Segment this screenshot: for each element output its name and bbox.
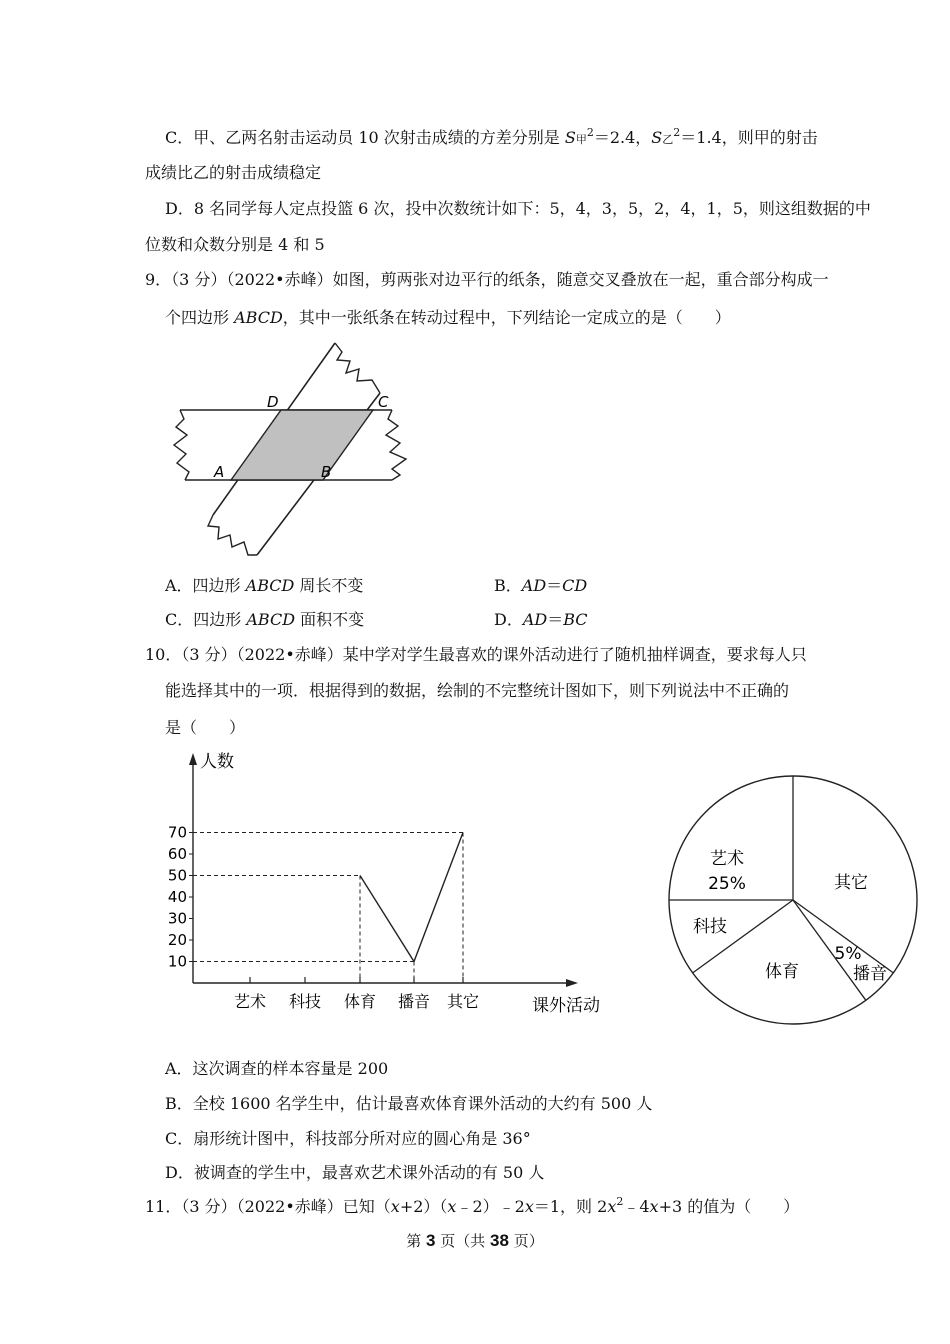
y-tick-label: 30 <box>167 909 187 928</box>
q10-option-b: B．全校 1600 名学生中，估计最喜欢体育课外活动的大约有 500 人 <box>165 1094 653 1113</box>
x-tick-label: 其它 <box>446 992 480 1011</box>
q11-stem: 11．（3 分）（2022•赤峰）已知（x+2）（x﹣2）﹣2x＝1，则 $2x^2﹣4x+3$ 的值为（ ） <box>145 1195 800 1216</box>
shaded-quadrilateral <box>231 410 373 480</box>
pie-chart <box>665 772 925 1032</box>
label-a: A <box>214 463 225 481</box>
q10-option-c: C．扇形统计图中，科技部分所对应的圆心角是 36° <box>165 1129 531 1148</box>
pie-slice-label: 其它 <box>834 873 868 893</box>
page-footer: 第 3 页（共 38 页） <box>406 1231 544 1250</box>
x-axis-arrow <box>566 979 578 987</box>
q10-stem-line2: 能选择其中的一项．根据得到的数据，绘制的不完整统计图如下，则下列说法中不正确的 <box>165 681 790 700</box>
y-tick-label: 10 <box>167 952 187 971</box>
x-axis-label: 课外活动 <box>532 996 600 1016</box>
q10-stem-line1: 10．（3 分）（2022•赤峰）某中学对学生最喜欢的课外活动进行了随机抽样调查，要求每人只 <box>145 645 807 664</box>
q8-option-d-line1: D．8 名同学每人定点投篮 6 次，投中次数统计如下：5，4，3，5，2，4，1，5，则这组数据的中 <box>165 199 871 218</box>
q9-option-d: D．AD＝BC <box>494 610 588 629</box>
x-tick-label: 科技 <box>288 992 322 1011</box>
pie-slice-label: 播音 <box>853 964 887 984</box>
y-tick-label: 50 <box>167 866 187 885</box>
label-c: C <box>378 393 389 411</box>
q9-stem-line2: 个四边形 ABCD，其中一张纸条在转动过程中，下列结论一定成立的是（ ） <box>165 308 731 327</box>
q9-option-a: A．四边形 ABCD 周长不变 <box>165 576 364 595</box>
pie-slice-label: 艺术 <box>710 849 744 869</box>
q8-option-d-line2: 位数和众数分别是 4 和 5 <box>145 235 325 254</box>
q8-option-c-line1: C．甲、乙两名射击运动员 10 次射击成绩的方差分别是 S甲$^2$＝2.4，S乙$^2$＝1.4，则甲的射击 <box>165 126 818 147</box>
y-axis-label: 人数 <box>200 752 234 772</box>
y-tick-label: 40 <box>167 888 187 906</box>
q10-option-d: D．被调查的学生中，最喜欢艺术课外活动的有 50 人 <box>165 1163 545 1182</box>
q9-option-b: B．AD＝CD <box>494 576 588 595</box>
page-number: 3 <box>426 1231 436 1250</box>
x-tick-label: 体育 <box>343 992 377 1011</box>
q10-stem-line3: 是（ ） <box>165 718 246 737</box>
label-b: B <box>321 463 332 481</box>
paper-strips-figure <box>160 335 420 565</box>
x-tick-label: 艺术 <box>233 992 267 1011</box>
page-total: 38 <box>490 1231 509 1250</box>
y-axis-arrow <box>189 753 197 765</box>
q9-option-c: C．四边形 ABCD 面积不变 <box>165 610 365 629</box>
q10-option-a: A．这次调查的样本容量是 200 <box>165 1059 389 1078</box>
y-tick-label: 20 <box>167 931 187 949</box>
label-d: D <box>267 393 279 411</box>
y-tick-label: 60 <box>167 845 187 863</box>
data-line <box>360 833 463 962</box>
x-tick-label: 播音 <box>397 992 431 1011</box>
pie-slice-label: 科技 <box>693 917 727 937</box>
pie-slice-percent: 5% <box>834 944 862 964</box>
pie-slice-percent: 25% <box>708 874 746 894</box>
line-chart <box>160 745 610 1020</box>
y-tick-label: 70 <box>167 823 187 842</box>
q9-stem-line1: 9．（3 分）（2022•赤峰）如图，剪两张对边平行的纸条，随意交叉叠放在一起，重合部分构成一 <box>145 270 829 289</box>
q8-option-c-line2: 成绩比乙的射击成绩稳定 <box>145 163 322 182</box>
pie-slice-label: 体育 <box>765 962 799 982</box>
